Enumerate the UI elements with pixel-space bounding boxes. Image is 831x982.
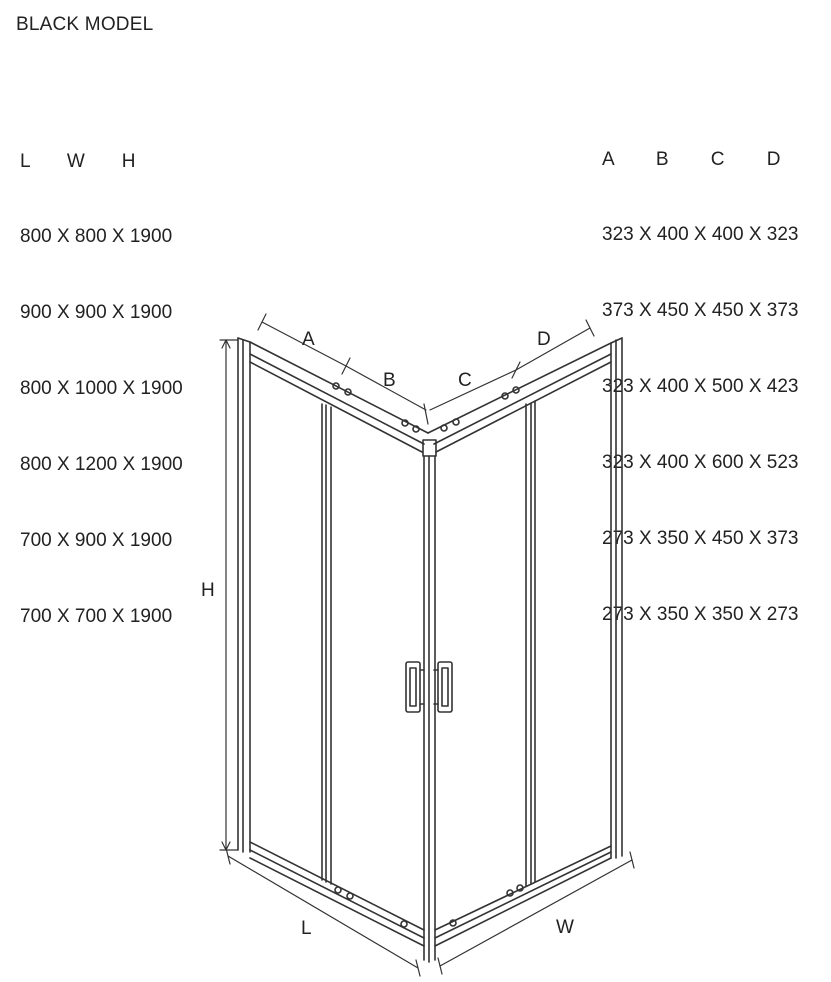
size-row: 800 X 800 X 1900: [20, 226, 173, 248]
label-c: C: [458, 370, 472, 391]
left-door-frame: [322, 404, 331, 884]
size-row: 800 X 1200 X 1900: [20, 454, 183, 476]
label-w: W: [556, 917, 574, 938]
size-row: 700 X 900 X 1900: [20, 530, 173, 552]
size-row: 700 X 700 X 1900: [20, 605, 173, 627]
top-rollers-right: [441, 387, 519, 431]
bottom-rail-left: [250, 842, 424, 946]
panel-row: 323 X 400 X 600 X 523: [602, 452, 799, 474]
panel-row: 323 X 400 X 400 X 323: [602, 224, 799, 246]
panel-row: 323 X 400 X 500 X 423: [602, 376, 799, 398]
size-row: 900 X 900 X 1900: [20, 302, 173, 324]
label-b: B: [383, 370, 396, 391]
size-row: 800 X 1000 X 1900: [20, 378, 183, 400]
page-title: BLACK MODEL: [16, 14, 154, 35]
label-h: H: [201, 580, 215, 601]
panel-table-header: A B C D: [602, 148, 781, 170]
panel-row: 273 X 350 X 450 X 373: [602, 528, 799, 550]
right-door-frame: [526, 401, 535, 886]
dimension-line-h: [220, 340, 238, 850]
panel-row: 373 X 450 X 450 X 373: [602, 300, 799, 322]
label-a: A: [302, 329, 315, 350]
label-l: L: [301, 918, 312, 939]
size-table-header: L W H: [20, 150, 136, 172]
top-rollers-left: [333, 383, 419, 432]
dimension-line-c: [430, 362, 520, 410]
dimension-line-w: [438, 852, 634, 974]
bottom-rail-right: [435, 846, 611, 946]
corner-post: [423, 440, 436, 962]
top-rail-right: [428, 343, 611, 452]
dimension-line-d: [516, 320, 594, 370]
panel-row: 273 X 350 X 350 X 273: [602, 603, 799, 625]
right-wall-profile: [611, 338, 622, 858]
dimension-line-l: [226, 848, 420, 976]
label-d: D: [537, 329, 551, 350]
left-wall-profile: [238, 338, 250, 852]
